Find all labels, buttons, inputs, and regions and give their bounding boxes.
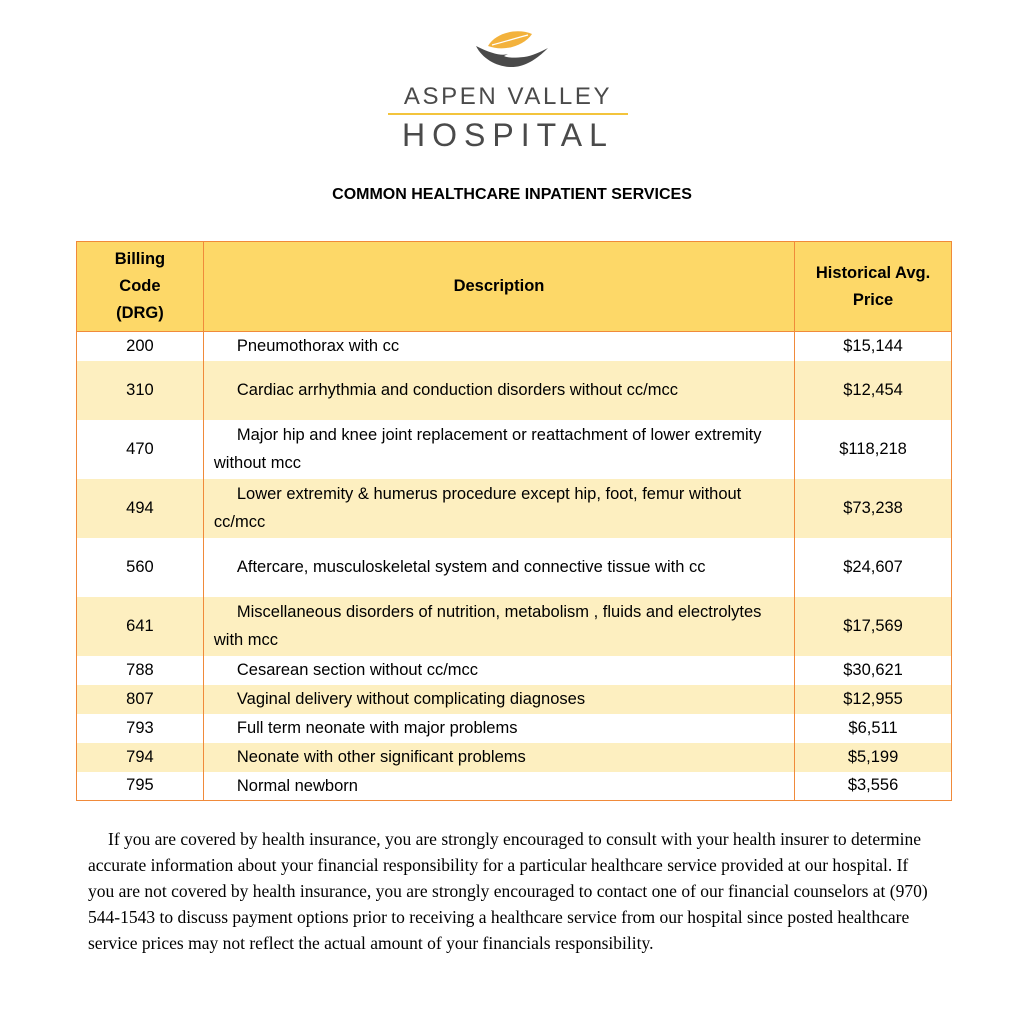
description-cell: Miscellaneous disorders of nutrition, metabolism , fluids and electrolytes with mcc [203,597,794,656]
price-cell: $17,569 [795,597,952,656]
description-cell: Full term neonate with major problems [203,714,794,743]
description-cell: Vaginal delivery without complicating diagnoses [203,685,794,714]
hospital-logo [0,28,1024,153]
price-cell: $30,621 [795,656,952,685]
description-cell: Aftercare, musculoskeletal system and connective tissue with cc [203,538,794,597]
billing-code-cell: 807 [77,685,204,714]
billing-code-cell: 200 [77,332,204,361]
price-cell: $12,454 [795,361,952,420]
billing-code-cell: 470 [77,420,204,479]
table-row [77,656,952,685]
table-row [77,597,952,656]
price-cell: $15,144 [795,332,952,361]
table-header-row [77,242,952,332]
services-table [76,241,952,801]
billing-code-cell: 494 [77,479,204,538]
billing-code-cell: 641 [77,597,204,656]
table-row [77,420,952,479]
description-cell: Cesarean section without cc/mcc [203,656,794,685]
leaf-hand-icon [474,28,550,72]
price-cell: $5,199 [795,743,952,772]
description-cell: Neonate with other significant problems [203,743,794,772]
table-row [77,479,952,538]
billing-code-cell: 560 [77,538,204,597]
description-cell: Major hip and knee joint replacement or reattachment of lower extremity without mcc [203,420,794,479]
description-cell: Pneumothorax with cc [203,332,794,361]
billing-code-cell: 795 [77,772,204,801]
header-price-line: Historical Avg. [815,263,931,282]
price-cell: $3,556 [795,772,952,801]
logo-divider [388,113,628,115]
insurance-notice: If you are covered by health insurance, you are strongly encouraged to consult with your health insurer to determine accurate information about your financial responsibility for a particular healthcare service provided at our hospital. If you are not covered by health insurance, you are strongly encouraged to contact one of our financial counselors at (970) 544-1543 to discuss payment options prior to receiving a healthcare service from our hospital since posted healthcare service prices may not reflect the actual amount of your financials responsibility. [88,829,928,953]
header-billing-code [77,242,204,332]
logo-text-hospital: HOSPITAL [402,117,614,153]
billing-code-cell: 794 [77,743,204,772]
table-row [77,538,952,597]
header-price [795,242,952,332]
description-cell: Lower extremity & humerus procedure except hip, foot, femur without cc/mcc [203,479,794,538]
table-row [77,743,952,772]
header-billing-code-line: (DRG) [116,304,164,322]
price-cell: $12,955 [795,685,952,714]
price-cell: $118,218 [795,420,952,479]
table-row [77,714,952,743]
logo-text-aspen-valley: ASPEN VALLEY [403,83,613,110]
table-row [77,772,952,801]
header-billing-code-line: Code [119,277,161,295]
header-price-line: Price [852,290,894,309]
table-row [77,685,952,714]
billing-code-cell: 788 [77,656,204,685]
billing-code-cell: 793 [77,714,204,743]
price-cell: $6,511 [795,714,952,743]
page-title: COMMON HEALTHCARE INPATIENT SERVICES [332,186,692,203]
price-cell: $73,238 [795,479,952,538]
header-description: Description [203,242,794,332]
price-cell: $24,607 [795,538,952,597]
billing-code-cell: 310 [77,361,204,420]
header-billing-code-line: Billing [114,250,166,268]
table-row [77,332,952,361]
description-cell: Normal newborn [203,772,794,801]
table-row [77,361,952,420]
description-cell: Cardiac arrhythmia and conduction disorders without cc/mcc [203,361,794,420]
